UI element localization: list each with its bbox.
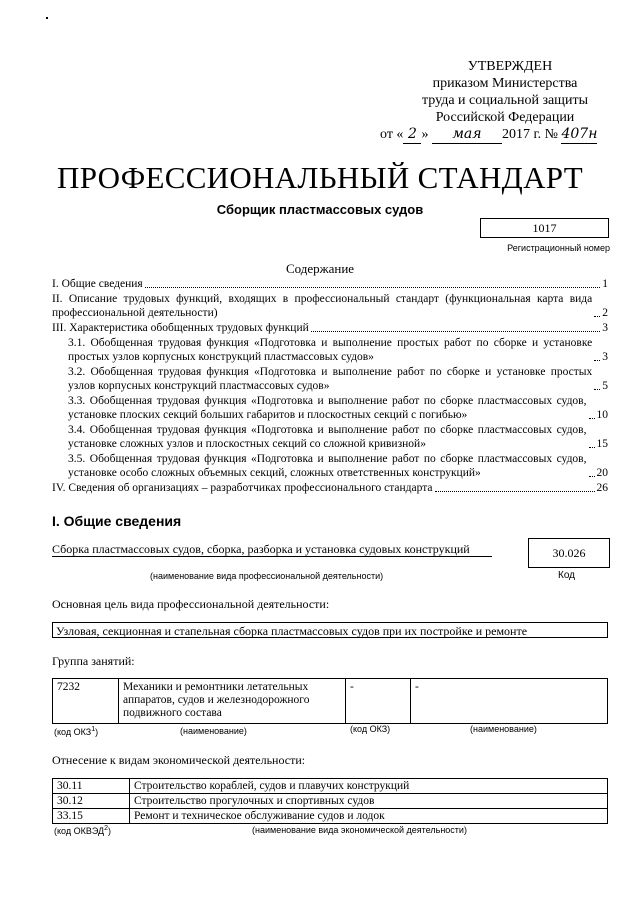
toc-leader <box>589 447 595 448</box>
okved-code-cell: 33.15 <box>53 809 130 824</box>
goal-label: Основная цель вида профессиональной деятельности: <box>52 597 330 611</box>
toc-item-page: 10 <box>596 409 608 421</box>
toc-leader <box>589 418 595 419</box>
toc-item-page: 3 <box>602 351 608 363</box>
approval-line-3: труда и социальной защиты <box>422 93 588 108</box>
toc-item-text: 3.5. Обобщенная трудовая функция «Подготовка и выполнение работ по сборке пластмассовых судов, установке особо сложных объемных секций, сложных ответственных конструкций» <box>68 453 587 479</box>
date-prefix: от « <box>380 127 404 142</box>
toc-item-page: 15 <box>596 438 608 450</box>
approval-month: мая <box>432 126 502 144</box>
okz-name-cell: Механики и ремонтники летательных аппаратов, судов и железнодорожного подвижного состава <box>119 679 346 724</box>
toc-item[interactable] <box>52 336 608 364</box>
registration-number-box: 1017 <box>480 218 609 238</box>
okz-caption: (код ОКЗ$^1$) <box>54 726 99 737</box>
toc-item-page: 1 <box>602 278 608 290</box>
toc-item-text: 3.3. Обобщенная трудовая функция «Подготовка и выполнение работ по сборке пластмассовых судов, установке плоских секций больших габаритов и плоскостных секций с погибью» <box>68 395 587 421</box>
okved-caption: (код ОКВЭД$^2$) <box>54 825 112 836</box>
okved-name-cell: Строительство прогулочных и спортивных судов <box>130 794 608 809</box>
toc-item[interactable] <box>52 292 608 320</box>
okz-code-cell: 7232 <box>53 679 119 724</box>
okved-name-cell: Ремонт и техническое обслуживание судов и лодок <box>130 809 608 824</box>
toc-item-text: 3.1. Обобщенная трудовая функция «Подготовка и выполнение простых работ по сборке и установке простых узлов корпусных конструкций пластмассовых судов» <box>68 337 593 363</box>
approval-block <box>380 58 610 144</box>
okved-code-cell: 30.12 <box>53 794 130 809</box>
name-caption: (наименование) <box>180 726 247 736</box>
toc-item-page: 26 <box>596 482 608 494</box>
approval-number: 407н <box>561 126 598 142</box>
toc-leader <box>311 331 600 332</box>
goal-box: Узловая, секционная и стапельная сборка пластмассовых судов при их постройке и ремонте <box>52 622 608 638</box>
document-subtitle: Сборщик пластмассовых судов <box>216 202 424 217</box>
toc-item-text: 3.2. Обобщенная трудовая функция «Подготовка и выполнение работ по сборке и установке простых узлов корпусных конструкций пластмассовых судов» <box>68 366 593 392</box>
toc-item[interactable] <box>52 481 608 495</box>
toc-item-text: IV. Сведения об организациях – разработчиках профессионального стандарта <box>52 482 433 494</box>
activity-caption: (наименование вида профессиональной деятельности) <box>150 571 384 581</box>
okved-code-cell: 30.11 <box>53 779 130 794</box>
toc-item-text: II. Описание трудовых функций, входящих в профессиональный стандарт (функциональная карта вида профессиональной деятельности) <box>52 293 593 319</box>
toc-item-text: 3.4. Обобщенная трудовая функция «Подготовка и выполнение работ по сборке пластмассовых судов, установке сложных узлов и плоскостных секций со сложной кривизной» <box>68 424 587 450</box>
approval-day: 2 <box>403 126 421 144</box>
toc-leader <box>435 491 595 492</box>
toc-leader <box>589 476 595 477</box>
scan-speck <box>46 17 48 19</box>
toc-item[interactable] <box>52 365 608 393</box>
group-label: Группа занятий: <box>52 654 135 668</box>
toc-heading: Содержание <box>285 261 355 276</box>
date-mid: » <box>421 127 429 142</box>
activity-name: Сборка пластмассовых судов, сборка, разборка и установка судовых конструкций <box>52 542 492 557</box>
toc-item[interactable] <box>52 423 608 451</box>
table-row <box>53 794 608 809</box>
toc-item-page: 2 <box>602 307 608 319</box>
toc-item-text: III. Характеристика обобщенных трудовых функций <box>52 322 309 334</box>
table-row <box>53 809 608 824</box>
toc-leader <box>145 287 601 288</box>
occupation-group-table <box>52 678 608 724</box>
okved-name-cell: Строительство кораблей, судов и плавучих конструкций <box>130 779 608 794</box>
okz-name-cell-2: - <box>411 679 608 724</box>
econ-label: Отнесение к видам экономической деятельности: <box>52 753 306 767</box>
activity-code: 30.026 <box>528 538 610 568</box>
table-row <box>53 779 608 794</box>
approval-line-2: приказом Министерства <box>432 76 578 91</box>
toc-item[interactable] <box>52 321 608 335</box>
code-caption: Код <box>558 570 576 581</box>
toc-item-text: I. Общие сведения <box>52 278 143 290</box>
okz-caption-2: (код ОКЗ) <box>350 724 391 734</box>
name-caption-2: (наименование) <box>470 724 537 734</box>
toc-item-page: 3 <box>602 322 608 334</box>
toc-leader <box>594 316 600 317</box>
okz-code-cell-2: - <box>346 679 411 724</box>
toc-item[interactable] <box>52 394 608 422</box>
approval-date-line <box>380 126 610 144</box>
approval-line-1: УТВЕРЖДЕН <box>467 59 553 74</box>
toc-item-page: 20 <box>596 467 608 479</box>
econ-name-caption: (наименование вида экономической деятельности) <box>252 825 467 835</box>
registration-number-label: Регистрационный номер <box>507 243 610 253</box>
toc-leader <box>594 389 600 390</box>
table-of-contents <box>52 277 608 496</box>
economic-activity-table <box>52 778 608 824</box>
toc-leader <box>594 360 600 361</box>
table-row <box>53 679 608 724</box>
toc-item[interactable] <box>52 277 608 291</box>
document-title: ПРОФЕССИОНАЛЬНЫЙ СТАНДАРТ <box>57 160 583 195</box>
toc-item-page: 5 <box>602 380 608 392</box>
approval-line-4: Российской Федерации <box>435 110 575 125</box>
section-heading: I. Общие сведения <box>52 513 182 529</box>
toc-item[interactable] <box>52 452 608 480</box>
approval-year: 2017 г. № <box>501 127 558 142</box>
